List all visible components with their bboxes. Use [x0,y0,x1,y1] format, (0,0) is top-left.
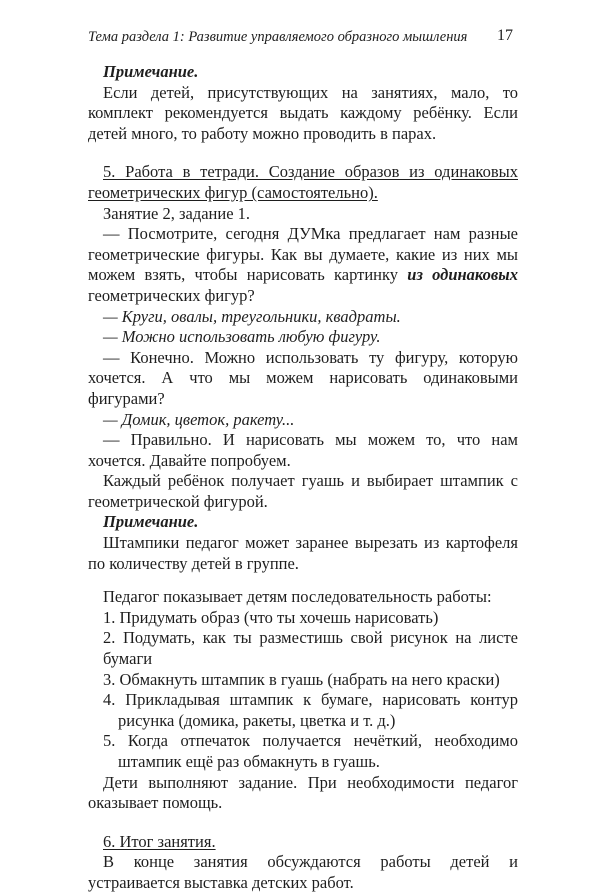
dialogue-answer: — Можно использовать любую фигуру. [103,327,381,347]
section-heading-text: 6. Итог занятия. [103,831,216,851]
paragraph: Каждый ребёнок получает гуашь и выбирает штампик с геометрической фигурой. [88,471,518,511]
list-item: 2. Подумать, как ты разместишь свой рисунок на листе бумаги [103,628,518,669]
running-header: Тема раздела 1: Развитие управляемого образного мышления [88,29,468,45]
dialogue-answer: — Круги, овалы, треугольники, квадраты. [103,306,401,326]
paragraph: В конце занятия обсуждаются работы детей и устраивается выставка детских работ. [88,852,518,892]
lesson-reference: Занятие 2, задание 1. [103,203,251,223]
page-number: 17 [497,27,513,44]
note-text: Если детей, присутствующих на занятиях, мало, то комплект рекомендуется выдать каждому ребёнку. Если детей много, то работу можно проводить в парах. [88,82,518,143]
steps-intro: Педагог показывает детям последовательность работы: [103,587,492,607]
section-heading [88,832,518,853]
page-body [88,62,518,894]
dialogue-line: — Посмотрите, сегодня ДУМка предлагает нам разные геометрические фигуры. Как вы думаете, какие из них мы можем взять, чтобы нарисовать картинку из одинаковых геометрических фигур? [88,224,518,305]
list-item: 3. Обмакнуть штампик в гуашь (набрать на него краски) [103,669,500,689]
section-heading-text: 5. Работа в тетради. Создание образов из одинаковых геометрических фигур (самостоятельно). [88,162,518,202]
list-item: 4. Прикладывая штампик к бумаге, нарисовать контур рисунка (домика, ракеты, цветка и т. д.) [103,690,518,730]
list-item: 5. Когда отпечаток получается нечёткий, необходимо штампик ещё раз обмакнуть в гуашь. [103,731,518,771]
dialogue-answer: — Домик, цветок, ракету... [103,409,295,429]
dialogue-line: — Правильно. И нарисовать мы можем то, что нам хочется. Давайте попробуем. [88,430,518,470]
list-item: 1. Придумать образ (что ты хочешь нарисовать) [103,607,439,627]
note-title: Примечание. [103,512,199,532]
dialogue-line: — Конечно. Можно использовать ту фигуру, которую хочется. А что мы можем нарисовать одинаковыми фигурами? [88,347,518,408]
emphasis-text: из одинаковых [407,265,518,285]
note-title: Примечание. [103,62,199,81]
note-text: Штампики педагог может заранее вырезать из картофеля по количеству детей в группе. [88,533,518,573]
section-heading [88,162,518,203]
paragraph: Дети выполняют задание. При необходимости педагог оказывает помощь. [88,772,518,813]
